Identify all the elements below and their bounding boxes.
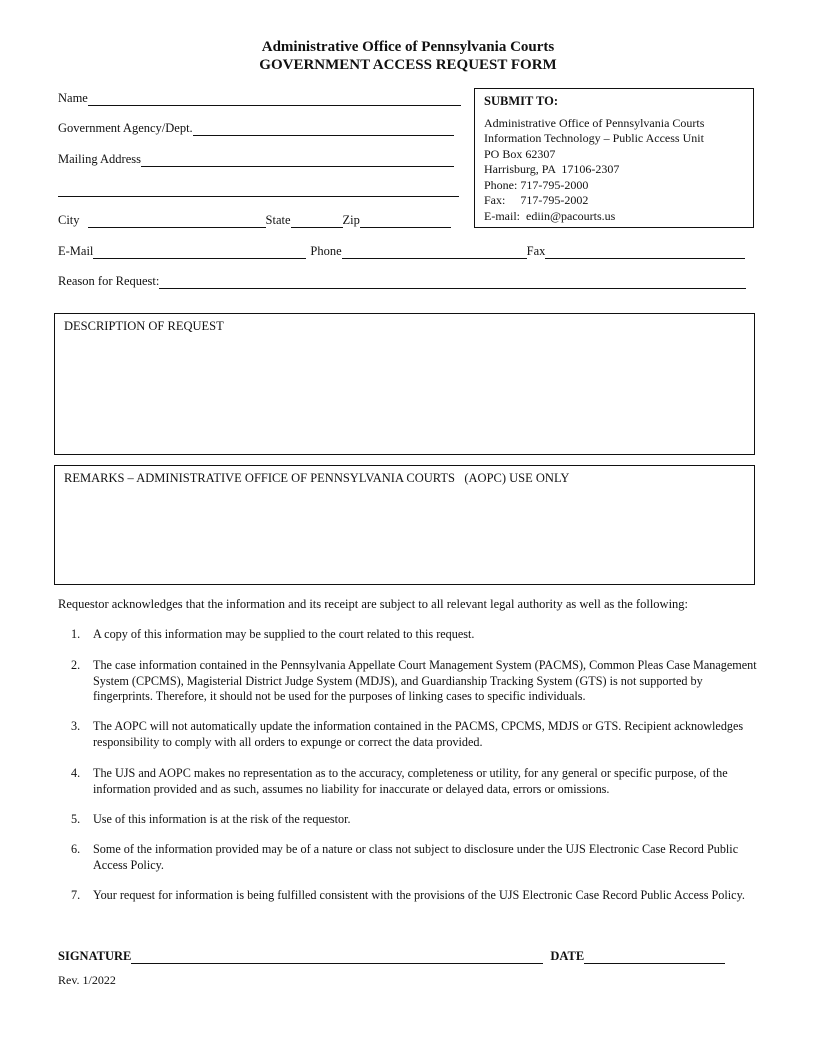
- email-phone-fax-row: [58, 244, 745, 259]
- submit-to-box: [474, 88, 754, 228]
- signature-label: SIGNATURE: [58, 949, 132, 963]
- mailing-line2-row: [58, 184, 459, 197]
- city-state-zip-row: [58, 213, 451, 228]
- mailing-input-line[interactable]: [141, 154, 454, 167]
- email-input-line[interactable]: [93, 246, 306, 259]
- submit-to-org: Administrative Office of Pennsylvania Courts: [484, 115, 705, 130]
- reason-label: Reason for Request:: [58, 274, 160, 288]
- terms-item-text: The UJS and AOPC makes no representation as to the accuracy, completeness or utility, for any general or specific purpose, of the information provided and as such, assumes no liability for inaccurate or delayed data, errors or omissions.: [93, 766, 728, 796]
- terms-item: [58, 627, 763, 643]
- fax-label: Fax: [526, 244, 546, 258]
- name-field-row: [58, 91, 461, 106]
- submit-to-city: Harrisburg, PA 17106-2307: [484, 162, 620, 176]
- terms-item: [58, 766, 763, 797]
- name-input-line[interactable]: [88, 93, 461, 106]
- terms-item-number: 6.: [71, 842, 81, 856]
- city-label: City: [58, 213, 80, 227]
- terms-item: [58, 812, 763, 828]
- terms-item-text: The AOPC will not automatically update the information contained in the PACMS, CPCMS, MDJS or GTS. Recipient acknowledges responsibility to comply with all orders to expunge or correct the data provided.: [93, 719, 744, 749]
- terms-item-text: Your request for information is being fulfilled consistent with the provisions of the UJS Electronic Case Record Public Access Policy.: [93, 888, 745, 902]
- state-label: State: [265, 213, 291, 227]
- phone-label: Phone: [310, 244, 342, 258]
- signature-date-row: [58, 949, 725, 964]
- terms-item: [58, 842, 763, 873]
- remarks-label: REMARKS – ADMINISTRATIVE OFFICE OF PENNSYLVANIA COURTS (AOPC) USE ONLY: [64, 471, 570, 485]
- submit-to-email: E-mail: ediin@pacourts.us: [484, 208, 616, 223]
- description-label: DESCRIPTION OF REQUEST: [64, 319, 224, 333]
- mailing-label: Mailing Address: [58, 152, 141, 166]
- terms-item: [58, 658, 763, 705]
- date-input-line[interactable]: [584, 951, 725, 964]
- zip-label: Zip: [342, 213, 360, 227]
- state-input-line[interactable]: [291, 215, 343, 228]
- terms-item-text: A copy of this information may be supplied to the court related to this request.: [93, 627, 475, 641]
- submit-to-heading: SUBMIT TO:: [484, 94, 558, 108]
- reason-input-line[interactable]: [159, 276, 746, 289]
- mailing-field-row: [58, 152, 454, 167]
- terms-item-text: The case information contained in the Pennsylvania Appellate Court Management System (PACMS), Common Pleas Case Management System (CPCMS), Magisterial District Judge System (MDJS), and Guardianship Tracking System (GTS) is not supported by fingerprints. Therefore, it should not be used for the purposes of linking cases to specific individuals.: [93, 658, 757, 704]
- terms-item-number: 5.: [71, 812, 81, 826]
- reason-field-row: [58, 274, 746, 289]
- submit-to-fax: Fax: 717-795-2002: [484, 193, 589, 207]
- remarks-box: [54, 465, 755, 585]
- terms-item-number: 3.: [71, 719, 81, 733]
- signature-input-line[interactable]: [131, 951, 543, 964]
- name-label: Name: [58, 91, 88, 105]
- agency-label: Government Agency/Dept.: [58, 121, 193, 135]
- city-input-line[interactable]: [88, 215, 266, 228]
- submit-to-phone: Phone: 717-795-2000: [484, 177, 589, 192]
- fax-input-line[interactable]: [545, 246, 745, 259]
- terms-item-number: 7.: [71, 888, 81, 902]
- submit-to-po-box: PO Box 62307: [484, 146, 556, 161]
- agency-field-row: [58, 121, 454, 136]
- terms-item-text: Use of this information is at the risk of the requestor.: [93, 812, 351, 826]
- description-box[interactable]: [54, 313, 755, 455]
- terms-item: [58, 888, 763, 904]
- revision-label: Rev. 1/2022: [58, 973, 116, 987]
- acknowledgement-text: Requestor acknowledges that the information and its receipt are subject to all relevant legal authority as well as the following:: [58, 597, 689, 611]
- agency-input-line[interactable]: [193, 123, 454, 136]
- submit-to-unit: Information Technology – Public Access Unit: [484, 131, 704, 145]
- terms-item-text: Some of the information provided may be of a nature or class not subject to disclosure under the UJS Electronic Case Record Public Access Policy.: [93, 842, 739, 872]
- terms-item-number: 4.: [71, 766, 81, 780]
- terms-item: [58, 719, 763, 750]
- mailing-input-line-2[interactable]: [58, 184, 459, 197]
- form-org-title: Administrative Office of Pennsylvania Courts: [261, 39, 555, 55]
- form-title: GOVERNMENT ACCESS REQUEST FORM: [259, 57, 557, 73]
- phone-input-line[interactable]: [342, 246, 527, 259]
- date-label: DATE: [550, 949, 585, 963]
- terms-item-number: 2.: [71, 658, 81, 672]
- zip-input-line[interactable]: [360, 215, 451, 228]
- terms-item-number: 1.: [71, 627, 81, 641]
- email-label: E-Mail: [58, 244, 94, 258]
